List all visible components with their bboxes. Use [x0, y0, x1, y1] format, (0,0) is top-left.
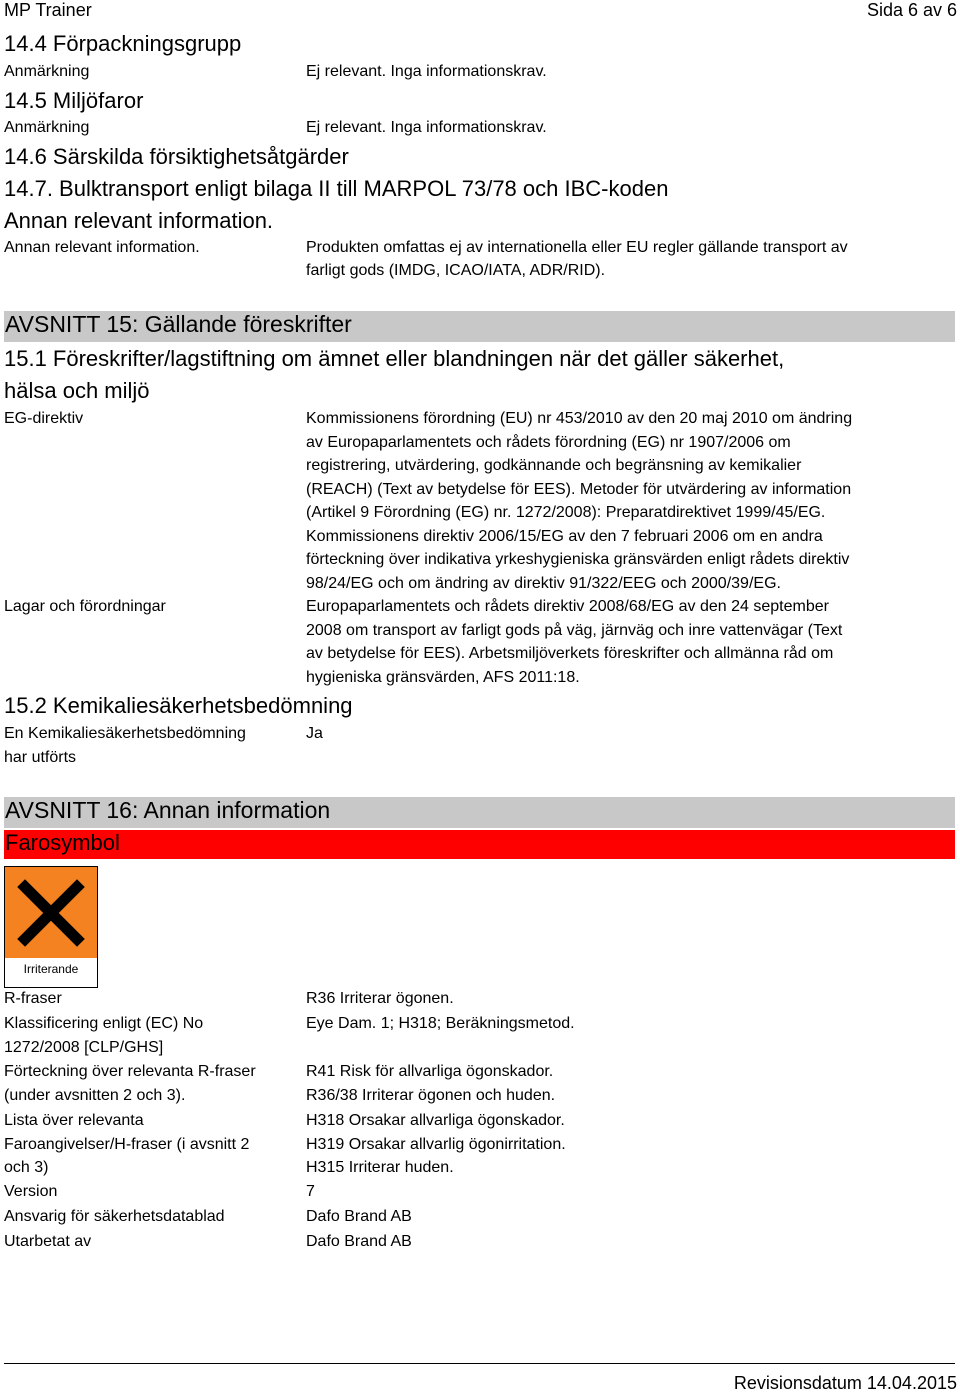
version-label: Version	[4, 1183, 58, 1200]
other-info-label: Annan relevant information.	[4, 239, 200, 256]
irritant-pictogram	[4, 866, 98, 988]
text-line: H315 Irriterar huden.	[306, 1159, 454, 1176]
footer-divider	[4, 1363, 955, 1364]
heading-14-4: 14.4 Förpackningsgrupp	[4, 31, 242, 56]
text-line: (Artikel 9 Förordning (EG) nr. 1272/2008): Preparatdirektivet 1999/45/EG.	[306, 504, 826, 521]
responsible-value: Dafo Brand AB	[306, 1208, 412, 1225]
app-title: MP Trainer	[4, 0, 92, 20]
text-line: har utförts	[4, 748, 77, 766]
note-label-14-5: Anmärkning	[4, 119, 90, 136]
pictogram-caption: Irriterande	[23, 962, 79, 976]
version-value: 7	[306, 1183, 315, 1200]
text-line: Faroangivelser/H-fraser (i avsnitt 2	[4, 1135, 250, 1153]
h-list-label	[4, 1109, 249, 1180]
text-line: Förteckning över relevanta R-fraser	[4, 1063, 256, 1080]
text-line: H318 Orsakar allvarliga ögonskador.	[306, 1112, 565, 1129]
r-list-value	[306, 1060, 555, 1107]
eg-directive-value	[306, 407, 852, 595]
text-line: (REACH) (Text av betydelse för EES). Metoder för utvärdering av information	[306, 480, 852, 498]
laws-value	[306, 595, 842, 689]
text-line: En Kemikaliesäkerhetsbedömning	[4, 725, 246, 742]
heading-14-7: 14.7. Bulktransport enligt bilaga II till MARPOL 73/78 och IBC-koden	[4, 176, 669, 201]
text-line: av Europaparlamentets och rådets förordning (EG) nr 1907/2006 om	[306, 433, 791, 451]
note-value-14-5: Ej relevant. Inga informationskrav.	[306, 119, 547, 136]
heading-other-info: Annan relevant information.	[4, 208, 274, 233]
heading-15-2: 15.2 Kemikaliesäkerhetsbedömning	[4, 693, 353, 718]
text-line: förteckning över indikativa yrkeshygieniska gränsvärden enligt rådets direktiv	[306, 551, 850, 568]
text-line: R41 Risk för allvarliga ögonskador.	[306, 1063, 554, 1080]
section-16-title: AVSNITT 16: Annan information	[5, 797, 331, 823]
section-15-title: AVSNITT 15: Gällande föreskrifter	[5, 311, 352, 337]
text-line: 2008 om transport av farligt gods på väg, järnväg och inre vattenvägar (Text	[306, 621, 843, 639]
text-line: Lista över relevanta	[4, 1112, 144, 1129]
text-line: och 3)	[4, 1159, 49, 1176]
farosymbol-title: Farosymbol	[5, 830, 120, 855]
text-line: 98/24/EG och om ändring av direktiv 91/322/EEG och 2000/39/EG.	[306, 574, 781, 592]
clp-value: Eye Dam. 1; H318; Beräkningsmetod.	[306, 1015, 575, 1032]
laws-label: Lagar och förordningar	[4, 598, 166, 615]
r-list-label	[4, 1060, 256, 1107]
author-value: Dafo Brand AB	[306, 1233, 412, 1250]
text-line: R36/38 Irriterar ögonen och huden.	[306, 1086, 556, 1104]
eg-directive-label: EG-direktiv	[4, 410, 84, 427]
text-line: hygieniska gränsvärden, AFS 2011:18.	[306, 668, 580, 686]
text-line: av betydelse för EES). Arbetsmiljöverkets föreskrifter och allmänna råd om	[306, 645, 834, 662]
section-15-bar	[4, 311, 955, 342]
other-info-value-1: Produkten omfattas ej av internationella eller EU regler gällande transport av	[306, 239, 848, 256]
farosymbol-bar	[4, 830, 955, 859]
text-line: Kommissionens förordning (EU) nr 453/2010 av den 20 maj 2010 om ändring	[306, 410, 853, 427]
note-value-14-4: Ej relevant. Inga informationskrav.	[306, 63, 547, 80]
heading-14-5: 14.5 Miljöfaror	[4, 88, 144, 113]
heading-15-1-line1: 15.1 Föreskrifter/lagstiftning om ämnet eller blandningen när det gäller säkerhet,	[4, 346, 785, 371]
r-phrases-label: R-fraser	[4, 990, 62, 1007]
text-line: registrering, utvärdering, godkännande och begränsning av kemikalier	[306, 457, 802, 474]
text-line: (under avsnitten 2 och 3).	[4, 1086, 186, 1104]
heading-15-1-line2: hälsa och miljö	[4, 378, 150, 403]
section-16-bar	[4, 797, 955, 828]
clp-label	[4, 1012, 203, 1059]
h-list-value	[306, 1109, 566, 1180]
text-line: Europaparlamentets och rådets direktiv 2008/68/EG av den 24 september	[306, 598, 829, 615]
text-line: Klassificering enligt (EC) No	[4, 1015, 204, 1032]
text-line: Kommissionens direktiv 2006/15/EG av den 7 februari 2006 om en andra	[306, 527, 823, 545]
r-phrases-value: R36 Irriterar ögonen.	[306, 990, 454, 1007]
csa-label	[4, 722, 246, 769]
responsible-label: Ansvarig för säkerhetsdatablad	[4, 1208, 225, 1225]
csa-value: Ja	[306, 725, 323, 742]
page-info: Sida 6 av 6	[866, 0, 957, 20]
text-line: 1272/2008 [CLP/GHS]	[4, 1038, 164, 1056]
author-label: Utarbetat av	[4, 1233, 92, 1250]
note-label-14-4: Anmärkning	[4, 63, 90, 80]
heading-14-6: 14.6 Särskilda försiktighetsåtgärder	[4, 144, 349, 169]
text-line: H319 Orsakar allvarlig ögonirritation.	[306, 1135, 566, 1153]
x-cross-irritant-icon	[5, 867, 97, 958]
revision-date: Revisionsdatum 14.04.2015	[733, 1373, 957, 1393]
other-info-value-2: farligt gods (IMDG, ICAO/IATA, ADR/RID).	[306, 262, 606, 279]
